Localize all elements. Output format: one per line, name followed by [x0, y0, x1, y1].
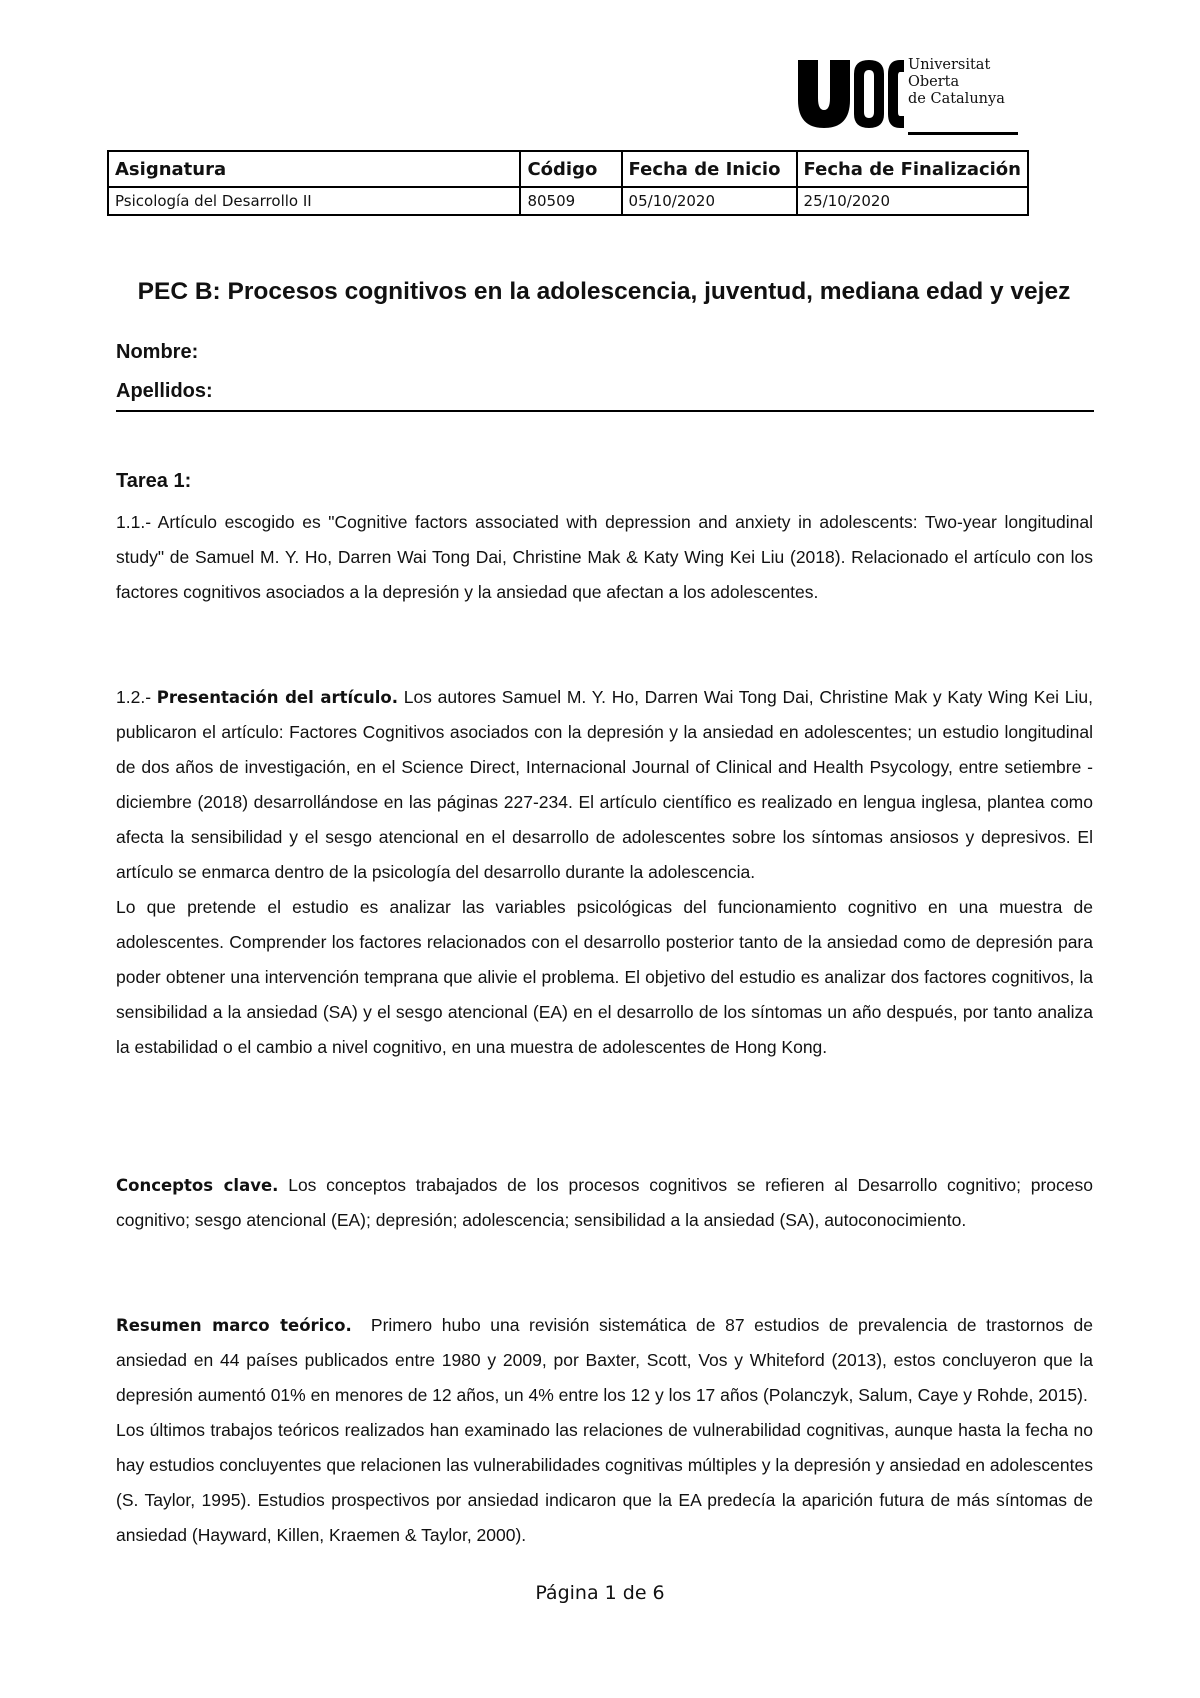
table-header-row [108, 151, 1028, 187]
resumen-section [116, 1308, 1098, 1553]
section-1-1-text: 1.1.- Artículo escogido es "Cognitive factors associated with depression and anxiety in adolescents: Two-year longitudinal study" de Samuel M. Y. Ho, Darren Wai Tong Dai, Christine Mak & Katy Wing Kei Liu (2018). Relacionado el artículo con los factores cognitivos asociados a la depresión y la ansiedad que afectan a los adolescentes. [116, 512, 1093, 602]
cell-fecha-finalizacion: 25/10/2020 [797, 187, 1028, 215]
logo-line-3: de Catalunya [908, 91, 1005, 107]
section-1-2-lead: Presentación del artículo. [156, 688, 398, 707]
section-1-2-text: Los autores Samuel M. Y. Ho, Darren Wai Tong Dai, Christine Mak y Katy Wing Kei Liu, publicaron el artículo: Factores Cognitivos asociados con la depresión y la ansiedad en adolescentes; un estudio longitudinal de dos años de investigación, en el Science Direct, Internacional Journal of Clinical and Health Psycology, entre setiembre - diciembre (2018) desarrollándose en las páginas 227-234. El artículo científico es realizado en lengua inglesa, plantea como afecta la sensibilidad y el sesgo atencional en el desarrollo de adolescentes sobre los síntomas ansiosos y depresivos. El artículo se enmarca dentro de la psicología del desarrollo durante la adolescencia. [116, 687, 1094, 882]
cell-asignatura: Psicología del Desarrollo II [108, 187, 520, 215]
resumen-text: Primero hubo una revisión sistemática de 87 estudios de prevalencia de trastornos de ansiedad en 44 países publicados entre 1980 y 2009, por Baxter, Scott, Vos y Whiteford (2013), estos concluyeron que la depresión aumentó 01% en menores de 12 años, un 4% entre los 12 y los 17 años (Polanczyk, Salum, Caye y Rohde, 2015). [116, 1315, 1098, 1405]
uoc-logo [796, 52, 1021, 136]
document-title: PEC B: Procesos cognitivos en la adolescencia, juventud, mediana edad y vejez [137, 278, 1071, 305]
table-row [108, 187, 1028, 215]
conceptos-lead: Conceptos clave. [116, 1176, 279, 1195]
header-asignatura: Asignatura [108, 151, 520, 187]
section-1-2 [116, 680, 1093, 1065]
section-1-2-prefix: 1.2.- [116, 687, 157, 707]
header-codigo: Código [520, 151, 621, 187]
section-1-2-paragraph [116, 680, 1093, 890]
conceptos-text: Los conceptos trabajados de los procesos cognitivos se refieren al Desarrollo cognitivo; proceso cognitivo; sesgo atencional (EA); depresión; adolescencia; sensibilidad a la ansiedad (SA), autoconocimiento. [116, 1175, 1093, 1230]
apellidos-underline [116, 410, 1094, 412]
university-name [908, 57, 1005, 108]
apellidos-label: Apellidos: [116, 380, 213, 402]
uoc-wordmark-icon [796, 52, 904, 136]
logo-line-2: Oberta [908, 74, 960, 90]
resumen-lead: Resumen marco teórico. [116, 1316, 352, 1335]
conceptos-section [116, 1168, 1093, 1238]
section-1-2-text-2: Lo que pretende el estudio es analizar las variables psicológicas del funcionamiento cognitivo en una muestra de adolescentes. Comprender los factores relacionados con el desarrollo posterior tanto de la ansiedad como de depresión para poder obtener una intervención temprana que alivie el problema. El objetivo del estudio es analizar dos factores cognitivos, la sensibilidad a la ansiedad (SA) y el sesgo atencional (EA) en el desarrollo de los síntomas un año después, por tanto analiza la estabilidad o el cambio a nivel cognitivo, en una muestra de adolescentes de Hong Kong. [116, 897, 1093, 1057]
header-fecha-inicio: Fecha de Inicio [622, 151, 797, 187]
logo-underline [908, 132, 1018, 135]
cell-fecha-inicio: 05/10/2020 [622, 187, 797, 215]
resumen-text-2: Los últimos trabajos teóricos realizados han examinado las relaciones de vulnerabilidad cognitivas, aunque hasta la fecha no hay estudios concluyentes que relacionen las vulnerabilidades cognitivas múltiples y la depresión y ansiedad en adolescentes (S. Taylor, 1995). Estudios prospectivos por ansiedad indicaron que la EA predecía la aparición futura de más síntomas de ansiedad (Hayward, Killen, Kraemen & Taylor, 2000). [116, 1420, 1093, 1545]
resumen-paragraph [116, 1308, 1098, 1413]
page-footer: Página 1 de 6 [535, 1582, 665, 1604]
course-info-table [107, 150, 1029, 216]
conceptos-paragraph [116, 1168, 1093, 1238]
section-1-1 [116, 505, 1093, 610]
nombre-label: Nombre: [116, 341, 199, 363]
header-fecha-finalizacion: Fecha de Finalización [797, 151, 1028, 187]
logo-line-1: Universitat [908, 57, 991, 73]
cell-codigo: 80509 [520, 187, 621, 215]
task-heading: Tarea 1: [116, 470, 192, 492]
